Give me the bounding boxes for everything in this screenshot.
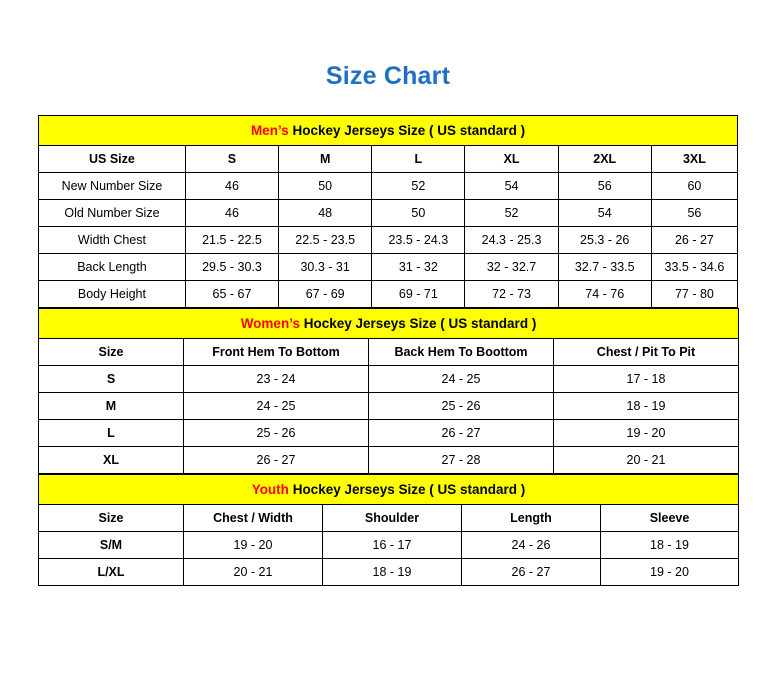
youth-section-heading-row — [39, 475, 739, 505]
womens-size-table — [38, 308, 739, 474]
youth-col-0: Size — [39, 505, 184, 532]
mens-row-2-val-5: 26 - 27 — [651, 227, 737, 254]
table-row — [39, 532, 739, 559]
table-row — [39, 366, 739, 393]
womens-section-heading — [39, 309, 739, 339]
mens-row-3-val-3: 32 - 32.7 — [465, 254, 558, 281]
womens-row-0-label: S — [39, 366, 184, 393]
mens-row-0-val-3: 54 — [465, 173, 558, 200]
mens-row-0-val-2: 52 — [372, 173, 465, 200]
mens-row-0-val-0: 46 — [185, 173, 278, 200]
mens-row-0-val-4: 56 — [558, 173, 651, 200]
mens-size-table — [38, 115, 738, 308]
youth-col-3: Length — [462, 505, 601, 532]
mens-row-3-val-1: 30.3 - 31 — [279, 254, 372, 281]
mens-section-heading — [39, 116, 738, 146]
womens-row-2-val-1: 26 - 27 — [369, 420, 554, 447]
youth-heading-accent: Youth — [251, 482, 289, 497]
mens-col-4: XL — [465, 146, 558, 173]
mens-row-0-label: New Number Size — [39, 173, 186, 200]
mens-row-4-val-3: 72 - 73 — [465, 281, 558, 308]
table-row — [39, 227, 738, 254]
page-title: Size Chart — [325, 62, 451, 90]
mens-row-4-val-1: 67 - 69 — [279, 281, 372, 308]
youth-row-0-val-3: 18 - 19 — [601, 532, 739, 559]
youth-row-0-val-1: 16 - 17 — [323, 532, 462, 559]
womens-col-0: Size — [39, 339, 184, 366]
mens-row-3-val-5: 33.5 - 34.6 — [651, 254, 737, 281]
mens-row-4-val-2: 69 - 71 — [372, 281, 465, 308]
womens-row-1-val-2: 18 - 19 — [554, 393, 739, 420]
mens-row-2-val-4: 25.3 - 26 — [558, 227, 651, 254]
mens-row-3-label: Back Length — [39, 254, 186, 281]
mens-row-3-val-0: 29.5 - 30.3 — [185, 254, 278, 281]
youth-col-1: Chest / Width — [184, 505, 323, 532]
youth-column-header-row — [39, 505, 739, 532]
size-tables — [38, 91, 738, 586]
youth-row-1-val-0: 20 - 21 — [184, 559, 323, 586]
youth-row-1-val-3: 19 - 20 — [601, 559, 739, 586]
womens-row-0-val-0: 23 - 24 — [184, 366, 369, 393]
youth-row-1-val-1: 18 - 19 — [323, 559, 462, 586]
mens-row-3-val-4: 32.7 - 33.5 — [558, 254, 651, 281]
mens-row-1-val-4: 54 — [558, 200, 651, 227]
womens-col-3: Chest / Pit To Pit — [554, 339, 739, 366]
womens-section-heading-row — [39, 309, 739, 339]
womens-col-1: Front Hem To Bottom — [184, 339, 369, 366]
table-row — [39, 559, 739, 586]
mens-row-2-val-3: 24.3 - 25.3 — [465, 227, 558, 254]
mens-row-1-val-5: 56 — [651, 200, 737, 227]
mens-row-2-val-1: 22.5 - 23.5 — [279, 227, 372, 254]
mens-row-1-val-1: 48 — [279, 200, 372, 227]
mens-col-1: S — [185, 146, 278, 173]
youth-col-2: Shoulder — [323, 505, 462, 532]
table-row — [39, 420, 739, 447]
womens-row-2-val-2: 19 - 20 — [554, 420, 739, 447]
womens-row-2-val-0: 25 - 26 — [184, 420, 369, 447]
youth-row-0-val-0: 19 - 20 — [184, 532, 323, 559]
womens-row-3-val-2: 20 - 21 — [554, 447, 739, 474]
womens-row-3-val-1: 27 - 28 — [369, 447, 554, 474]
table-row — [39, 200, 738, 227]
youth-section-heading — [39, 475, 739, 505]
mens-col-3: L — [372, 146, 465, 173]
mens-row-0-val-1: 50 — [279, 173, 372, 200]
youth-heading-rest: Hockey Jerseys Size ( US standard ) — [288, 482, 526, 497]
youth-row-0-label: S/M — [39, 532, 184, 559]
mens-col-2: M — [279, 146, 372, 173]
mens-row-4-val-0: 65 - 67 — [185, 281, 278, 308]
mens-row-4-label: Body Height — [39, 281, 186, 308]
womens-row-3-val-0: 26 - 27 — [184, 447, 369, 474]
mens-row-2-val-2: 23.5 - 24.3 — [372, 227, 465, 254]
mens-row-1-val-0: 46 — [185, 200, 278, 227]
youth-col-4: Sleeve — [601, 505, 739, 532]
table-row — [39, 447, 739, 474]
womens-column-header-row — [39, 339, 739, 366]
mens-row-1-label: Old Number Size — [39, 200, 186, 227]
table-row — [39, 173, 738, 200]
mens-col-6: 3XL — [651, 146, 737, 173]
womens-row-3-label: XL — [39, 447, 184, 474]
mens-row-2-label: Width Chest — [39, 227, 186, 254]
womens-row-1-val-0: 24 - 25 — [184, 393, 369, 420]
mens-row-4-val-5: 77 - 80 — [651, 281, 737, 308]
mens-col-5: 2XL — [558, 146, 651, 173]
youth-row-0-val-2: 24 - 26 — [462, 532, 601, 559]
womens-row-2-label: L — [39, 420, 184, 447]
mens-heading-accent: Men’s — [250, 123, 289, 138]
mens-row-1-val-2: 50 — [372, 200, 465, 227]
womens-col-2: Back Hem To Boottom — [369, 339, 554, 366]
womens-row-1-val-1: 25 - 26 — [369, 393, 554, 420]
youth-size-table — [38, 474, 739, 586]
mens-row-0-val-5: 60 — [651, 173, 737, 200]
mens-row-1-val-3: 52 — [465, 200, 558, 227]
table-row — [39, 393, 739, 420]
womens-row-0-val-1: 24 - 25 — [369, 366, 554, 393]
womens-row-1-label: M — [39, 393, 184, 420]
mens-column-header-row — [39, 146, 738, 173]
mens-row-2-val-0: 21.5 - 22.5 — [185, 227, 278, 254]
mens-col-0: US Size — [39, 146, 186, 173]
youth-row-1-label: L/XL — [39, 559, 184, 586]
table-row — [39, 254, 738, 281]
mens-row-4-val-4: 74 - 76 — [558, 281, 651, 308]
mens-heading-rest: Hockey Jerseys Size ( US standard ) — [288, 123, 526, 138]
mens-row-3-val-2: 31 - 32 — [372, 254, 465, 281]
womens-heading-rest: Hockey Jerseys Size ( US standard ) — [299, 316, 537, 331]
table-row — [39, 281, 738, 308]
mens-section-heading-row — [39, 116, 738, 146]
womens-heading-accent: Women’s — [240, 316, 300, 331]
youth-row-1-val-2: 26 - 27 — [462, 559, 601, 586]
womens-row-0-val-2: 17 - 18 — [554, 366, 739, 393]
